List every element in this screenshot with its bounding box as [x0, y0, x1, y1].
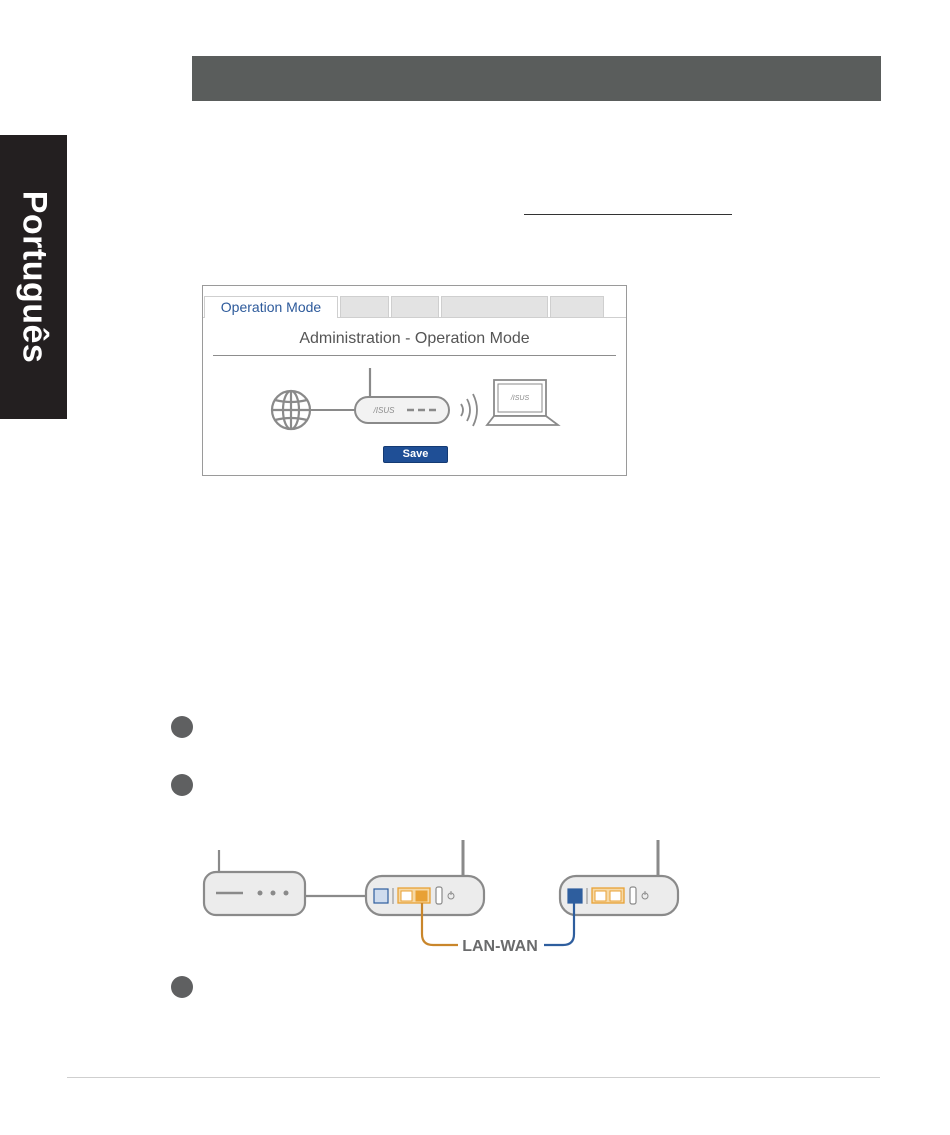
lan-port-1-icon [401, 891, 412, 901]
lan-port-1-icon [595, 891, 606, 901]
language-label: Português [15, 190, 53, 364]
wan-port-icon [374, 889, 388, 903]
footer-rule [67, 1077, 880, 1078]
router-brand-text: /ISUS [373, 406, 395, 415]
laptop-brand-text: /ISUS [510, 395, 530, 402]
save-button[interactable]: Save [383, 446, 448, 463]
section-header-bar [192, 56, 881, 101]
lan-port-2-icon [416, 891, 427, 901]
modem-icon [204, 850, 305, 915]
globe-icon [272, 391, 310, 429]
router-1-icon [366, 840, 484, 915]
step-bullet-2 [171, 774, 193, 796]
wifi-waves-icon [461, 394, 477, 426]
operation-mode-panel [202, 285, 627, 476]
panel-title: Administration - Operation Mode [299, 330, 530, 347]
language-side-tab [0, 135, 67, 419]
router-2-icon [560, 840, 678, 915]
router-icon [355, 368, 449, 423]
tab-operation-mode[interactable]: Operation Mode [204, 296, 338, 318]
laptop-icon [487, 380, 558, 425]
step-bullet-3 [171, 976, 193, 998]
link-underline [524, 214, 732, 215]
lan-port-2-icon [610, 891, 621, 901]
step-bullet-1 [171, 716, 193, 738]
cable-label: LAN-WAN [462, 938, 538, 955]
wan-port-icon [568, 889, 582, 903]
lan-wan-connection-diagram [180, 830, 700, 965]
